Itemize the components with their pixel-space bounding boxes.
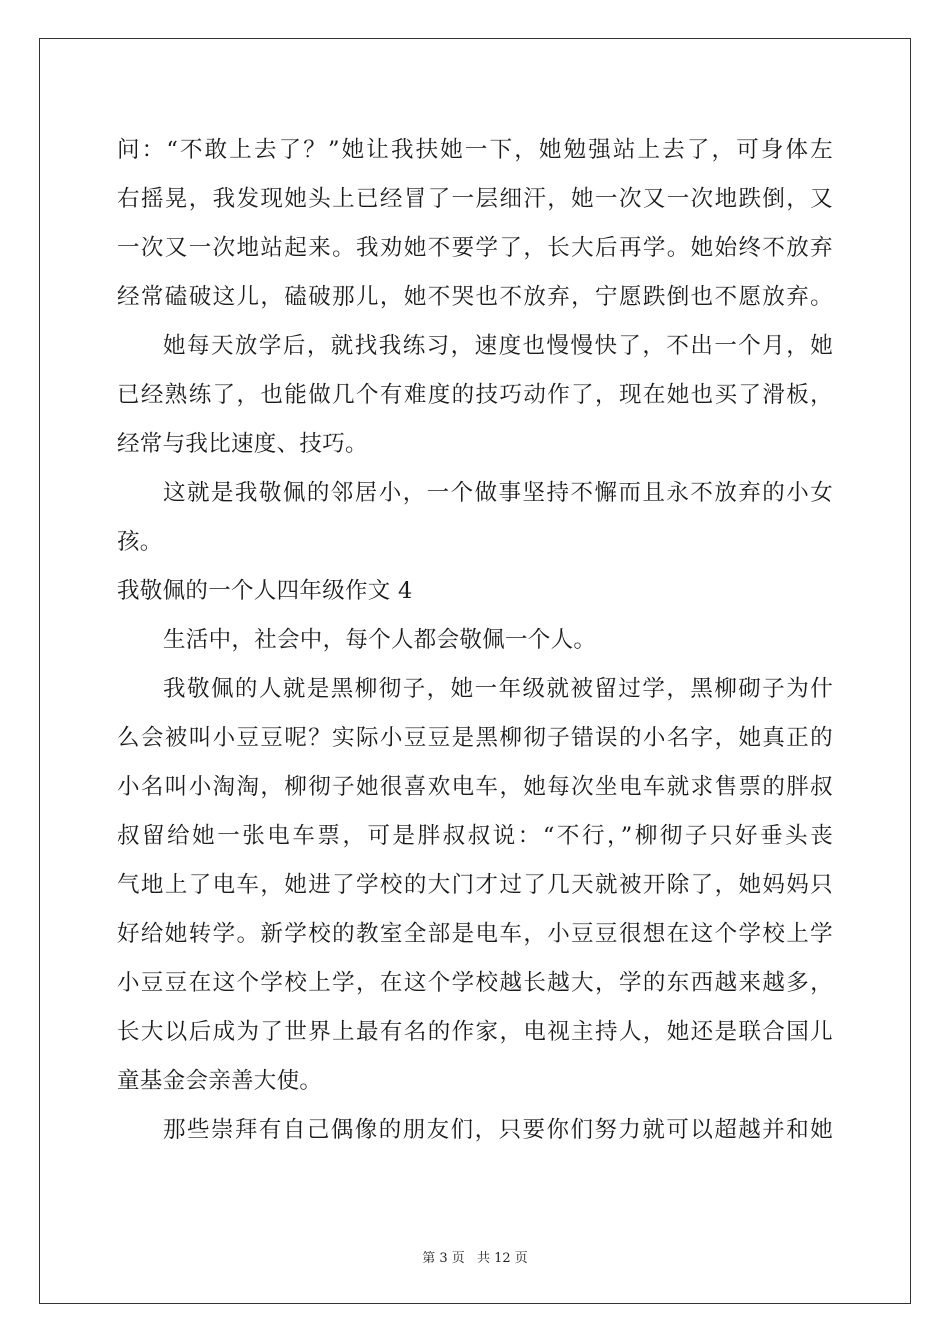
text-line: 我敬佩的人就是黑柳彻子，她一年级就被留过学，黑柳砌子为什 xyxy=(163,676,833,702)
page-number: 第 3 页 xyxy=(422,1251,465,1266)
text-line: 已经熟练了，也能做几个有难度的技巧动作了，现在她也买了滑板， xyxy=(117,382,833,408)
text-line: 我敬佩的一个人四年级作文 4 xyxy=(117,578,413,604)
text-line: 好给她转学。新学校的教室全部是电车，小豆豆很想在这个学校上学 xyxy=(117,921,833,947)
text-line: 长大以后成为了世界上最有名的作家，电视主持人，她还是联合国儿 xyxy=(117,1019,833,1045)
text-line: 叔留给她一张电车票，可是胖叔叔说：“不行，”柳彻子只好垂头丧 xyxy=(117,823,833,849)
page-footer xyxy=(0,1247,950,1266)
text-line: 一次又一次地站起来。我劝她不要学了，长大后再学。她始终不放弃 xyxy=(117,235,833,261)
text-line: 问：“不敢上去了？”她让我扶她一下，她勉强站上去了，可身体左 xyxy=(117,137,833,163)
text-line: 气地上了电车，她进了学校的大门才过了几天就被开除了，她妈妈只 xyxy=(117,872,833,898)
page-total: 共 12 页 xyxy=(476,1251,528,1266)
text-line: 么会被叫小豆豆呢？实际小豆豆是黑柳彻子错误的小名字，她真正的 xyxy=(117,725,833,751)
text-line: 孩。 xyxy=(117,529,163,555)
text-line: 这就是我敬佩的邻居小，一个做事坚持不懈而且永不放弃的小女 xyxy=(163,480,833,506)
text-line: 那些崇拜有自己偶像的朋友们，只要你们努力就可以超越并和她 xyxy=(163,1117,833,1143)
text-line: 生活中，社会中，每个人都会敬佩一个人。 xyxy=(163,627,597,653)
text-line: 经常与我比速度、技巧。 xyxy=(117,431,368,457)
text-line: 小豆豆在这个学校上学，在这个学校越长越大，学的东西越来越多， xyxy=(117,970,833,996)
text-line: 童基金会亲善大使。 xyxy=(117,1068,323,1094)
document-body xyxy=(117,126,833,1155)
text-line: 她每天放学后，就找我练习，速度也慢慢快了，不出一个月，她 xyxy=(163,333,833,359)
text-line: 右摇晃，我发现她头上已经冒了一层细汗，她一次又一次地跌倒，又 xyxy=(117,186,833,212)
text-line: 小名叫小淘淘，柳彻子她很喜欢电车，她每次坐电车就求售票的胖叔 xyxy=(117,774,833,800)
text-line: 经常磕破这儿，磕破那儿，她不哭也不放弃，宁愿跌倒也不愿放弃。 xyxy=(117,284,833,310)
